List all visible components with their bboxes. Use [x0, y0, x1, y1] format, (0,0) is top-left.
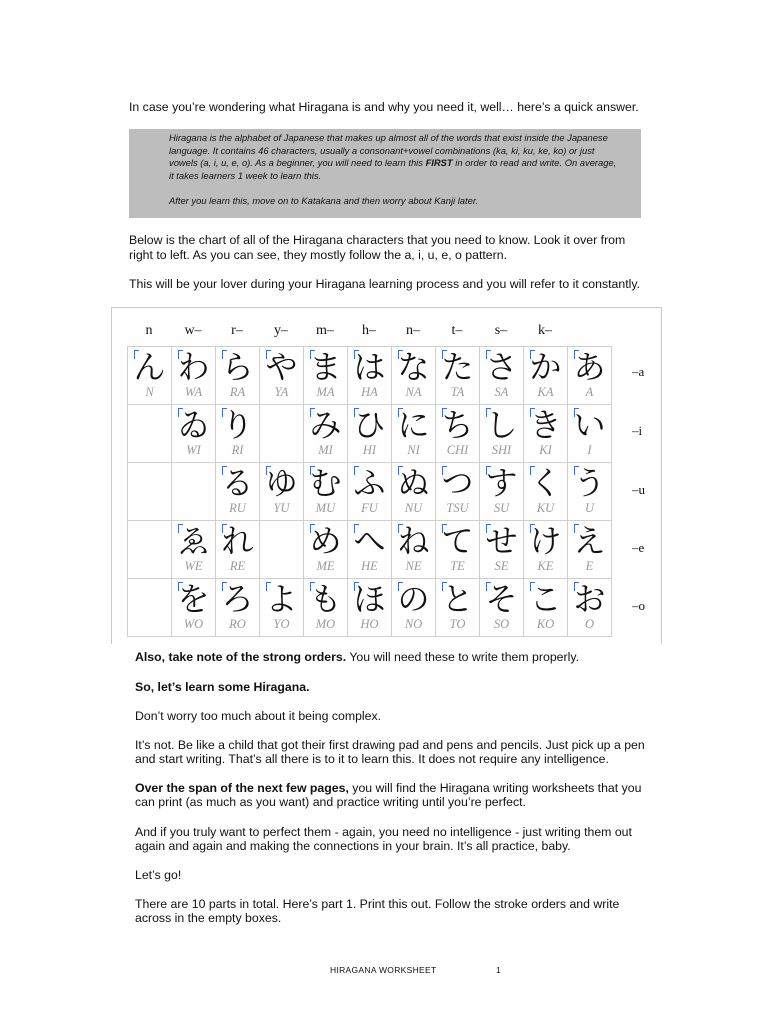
stroke-order-mark [178, 408, 183, 417]
callout-first-emphasis: FIRST [425, 157, 453, 168]
kana-romaji: HA [361, 385, 378, 399]
kana-romaji: RE [229, 559, 246, 573]
stroke-order-mark [486, 350, 491, 359]
stroke-order-mark [310, 582, 315, 591]
kana-glyph: け [529, 522, 562, 560]
stroke-order-mark [398, 466, 403, 475]
dont-worry-text: Don’t worry too much about it being complex. [135, 709, 382, 723]
stroke-order-mark [354, 524, 359, 533]
lets-go-text: Let’s go! [135, 868, 182, 882]
kana-glyph: さ [485, 348, 518, 386]
kana-romaji: SU [493, 501, 510, 515]
kana-romaji: KU [536, 501, 555, 515]
stroke-order-mark [574, 582, 579, 591]
kana-cell [216, 347, 260, 405]
kana-romaji: E [585, 559, 594, 573]
stroke-order-mark [530, 524, 535, 533]
kana-cell [568, 463, 612, 521]
column-header: s– [494, 323, 508, 338]
kana-romaji: SE [494, 559, 509, 573]
footer-page-number: 1 [496, 965, 502, 975]
stroke-order-mark [574, 350, 579, 359]
span-bold: Over the span of the next few pages, [135, 781, 349, 795]
kana-romaji: N [145, 385, 154, 399]
kana-romaji: MA [316, 385, 335, 399]
kana-romaji: A [585, 385, 594, 399]
kana-cell [128, 347, 172, 405]
stroke-order-mark [222, 350, 227, 359]
kana-glyph: の [397, 580, 430, 618]
stroke-order-mark [354, 466, 359, 475]
kana-cell [392, 463, 436, 521]
kana-cell [260, 463, 304, 521]
row-label: –a [632, 364, 645, 379]
kana-cell [392, 405, 436, 463]
kana-cell [524, 579, 568, 637]
stroke-order-mark [398, 524, 403, 533]
row-label: –u [632, 482, 645, 497]
kana-glyph: そ [485, 580, 518, 618]
kana-cell [260, 521, 304, 579]
kana-glyph: せ [485, 522, 518, 560]
kana-romaji: RA [229, 385, 246, 399]
kana-romaji: KA [537, 385, 554, 399]
kana-glyph: ほ [353, 580, 386, 618]
kana-glyph: し [485, 406, 518, 444]
kana-glyph: え [573, 522, 606, 560]
stroke-order-mark [486, 408, 491, 417]
column-header: t– [451, 323, 463, 338]
stroke-order-mark [574, 408, 579, 417]
column-header: y– [274, 323, 288, 338]
kana-romaji: RU [229, 501, 246, 515]
kana-glyph: く [529, 464, 562, 502]
kana-romaji: SHI [491, 443, 512, 457]
kana-glyph: と [441, 580, 474, 618]
kana-romaji: ME [316, 559, 335, 573]
kana-glyph: も [309, 580, 342, 618]
kana-cell [524, 521, 568, 579]
kana-glyph: め [309, 522, 342, 560]
parts-line-1: There are 10 parts in total. Here’s part 1. Print this out. Follow the stroke orders and write [135, 897, 620, 911]
kana-glyph: ね [397, 522, 430, 560]
stroke-order-mark [266, 582, 271, 591]
stroke-order-mark [530, 582, 535, 591]
parts-line-2: across in the empty boxes. [135, 911, 282, 925]
kana-cell [392, 347, 436, 405]
kana-glyph: ゆ [265, 464, 298, 502]
kana-romaji: O [584, 617, 595, 631]
kana-cell [480, 347, 524, 405]
chart-intro-line-2: right to left. As you can see, they mostly follow the a, i, u, e, o pattern. [129, 248, 507, 262]
kana-romaji: RI [231, 443, 244, 457]
chart-row [128, 521, 612, 579]
kana-glyph: わ [177, 348, 210, 386]
kana-cell [216, 463, 260, 521]
kana-cell [436, 521, 480, 579]
kana-glyph: な [397, 348, 430, 386]
kana-glyph: ぬ [397, 464, 430, 502]
kana-cell [436, 347, 480, 405]
kana-cell [480, 405, 524, 463]
stroke-order-mark [178, 582, 183, 591]
chart-row [128, 347, 612, 405]
column-header: h– [362, 323, 376, 338]
stroke-order-mark [574, 524, 579, 533]
stroke-order-mark [398, 408, 403, 417]
kana-glyph: や [265, 348, 298, 386]
kana-glyph: に [397, 406, 430, 444]
kana-cell [172, 405, 216, 463]
callout-line-3-post: in order to read and write. On average, [452, 157, 617, 168]
column-header: m– [316, 323, 334, 338]
stroke-order-mark [398, 350, 403, 359]
kana-cell [260, 347, 304, 405]
stroke-order-mark [310, 524, 315, 533]
stroke-order-mark [530, 466, 535, 475]
kana-cell [524, 405, 568, 463]
column-header: n– [406, 323, 420, 338]
kana-romaji: KE [537, 559, 554, 573]
its-not-line-1: It’s not. Be like a child that got their first drawing pad and pens and pencils. Just pick up a pen [135, 738, 645, 752]
row-label: –e [632, 540, 645, 555]
kana-romaji: I [587, 443, 592, 457]
kana-romaji: RO [229, 617, 246, 631]
kana-cell [480, 579, 524, 637]
kana-romaji: WO [183, 617, 204, 631]
callout-line-3 [169, 157, 631, 170]
kana-romaji: NU [404, 501, 423, 515]
definition-callout [129, 129, 641, 218]
kana-glyph: り [221, 406, 254, 444]
kana-cell [348, 463, 392, 521]
kana-glyph: む [309, 464, 342, 502]
kana-cell [260, 405, 304, 463]
stroke-order-mark [442, 408, 447, 417]
kana-glyph: ろ [221, 580, 254, 618]
chart-intro-line-1: Below is the chart of all of the Hiragana characters that you need to know. Look it over from [129, 233, 626, 247]
stroke-order-mark [222, 524, 227, 533]
kana-glyph: て [441, 522, 474, 560]
truly-line-1: And if you truly want to perfect them - again, you need no intelligence - just writing them out [135, 825, 632, 839]
kana-cell [436, 579, 480, 637]
kana-romaji: MO [315, 617, 336, 631]
kana-glyph: へ [353, 522, 386, 560]
chart-row [128, 579, 612, 637]
kana-cell [348, 405, 392, 463]
kana-glyph: つ [441, 464, 474, 502]
stroke-order-mark [266, 466, 271, 475]
stroke-order-mark [310, 408, 315, 417]
kana-cell [304, 347, 348, 405]
kana-romaji: NA [405, 385, 422, 399]
kana-glyph: よ [265, 580, 298, 618]
kana-romaji: KO [536, 617, 555, 631]
intro-text: In case you’re wondering what Hiragana is and why you need it, well… here’s a quick answer. [129, 100, 639, 114]
kana-glyph: み [309, 406, 342, 444]
stroke-order-mark [486, 524, 491, 533]
span-line-2: can print (as much as you want) and practice writing until you’re perfect. [135, 795, 526, 809]
kana-romaji: WE [184, 559, 203, 573]
stroke-order-mark [530, 408, 535, 417]
kana-glyph: ん [133, 348, 166, 386]
stroke-order-mark [486, 582, 491, 591]
stroke-order-mark [222, 466, 227, 475]
column-header: w– [184, 323, 202, 338]
kana-cell [480, 463, 524, 521]
kana-glyph: ゑ [177, 522, 210, 560]
stroke-order-mark [442, 466, 447, 475]
kana-romaji: TSU [446, 501, 469, 515]
stroke-order-mark [354, 350, 359, 359]
callout-line-2: language. It contains 46 characters, usually a consonant+vowel combinations (ka, ki, ku, ke, ko) or just [169, 144, 595, 156]
kana-cell [260, 579, 304, 637]
kana-romaji: U [584, 501, 595, 515]
stroke-order-mark [486, 466, 491, 475]
kana-romaji: WI [186, 443, 201, 457]
kana-romaji: HE [361, 559, 378, 573]
kana-cell [348, 521, 392, 579]
stroke-order-mark [442, 350, 447, 359]
kana-cell [568, 347, 612, 405]
stroke-order-mark [222, 582, 227, 591]
stroke-order-rest: You will need these to write them properly. [346, 650, 579, 664]
row-label: –i [632, 423, 643, 438]
kana-cell [568, 521, 612, 579]
callout-line-4: it takes learners 1 week to learn this. [169, 169, 322, 181]
kana-romaji: CHI [446, 443, 469, 457]
kana-glyph: き [529, 406, 562, 444]
kana-cell [216, 579, 260, 637]
truly-line-2: again and again and making the connections in your brain. It’s all practice, baby. [135, 839, 571, 853]
kana-cell [172, 463, 216, 521]
kana-romaji: TA [450, 385, 465, 399]
kana-romaji: NI [407, 443, 420, 457]
span-line-1 [135, 781, 641, 796]
kana-romaji: NO [404, 617, 423, 631]
kana-glyph: は [353, 348, 386, 386]
kana-romaji: TE [450, 559, 465, 573]
kana-romaji: TO [449, 617, 466, 631]
kana-romaji: SO [493, 617, 510, 631]
kana-cell [568, 405, 612, 463]
kana-romaji: FU [361, 501, 378, 515]
kana-cell [304, 463, 348, 521]
kana-romaji: NE [405, 559, 422, 573]
kana-glyph: ら [221, 348, 254, 386]
kana-cell [128, 579, 172, 637]
kana-glyph: ま [309, 348, 342, 386]
kana-romaji: SA [494, 385, 509, 399]
stroke-order-mark [398, 582, 403, 591]
stroke-order-mark [574, 466, 579, 475]
kana-cell [436, 405, 480, 463]
kana-romaji: YO [273, 617, 290, 631]
chart-row [128, 463, 612, 521]
stroke-order-mark [178, 350, 183, 359]
kana-glyph: お [573, 580, 606, 618]
kana-glyph: か [529, 348, 562, 386]
kana-cell [524, 347, 568, 405]
kana-cell [436, 463, 480, 521]
kana-cell [128, 405, 172, 463]
kana-romaji: HI [362, 443, 377, 457]
kana-cell [172, 579, 216, 637]
callout-after: After you learn this, move on to Katakana and then worry about Kanji later. [169, 195, 479, 206]
kana-glyph: た [441, 348, 474, 386]
kana-romaji: YU [273, 501, 290, 515]
kana-cell [568, 579, 612, 637]
kana-cell [480, 521, 524, 579]
callout-line-3-pre: vowels (a, i, u, e, o). As a beginner, you will need to learn this [169, 157, 426, 168]
footer-title: HIRAGANA WORKSHEET [330, 965, 437, 975]
kana-romaji: WA [184, 385, 203, 399]
kana-cell [348, 347, 392, 405]
kana-cell [216, 405, 260, 463]
stroke-order-mark [222, 408, 227, 417]
kana-cell [128, 463, 172, 521]
lets-learn-text: So, let’s learn some Hiragana. [135, 680, 310, 694]
callout-line-1: Hiragana is the alphabet of Japanese that makes up almost all of the words that exist inside the Japanese [169, 132, 608, 143]
row-label: –o [632, 598, 645, 613]
stroke-order-bold: Also, take note of the strong orders. [135, 650, 347, 664]
hiragana-chart [127, 346, 612, 637]
kana-cell [392, 521, 436, 579]
kana-glyph: る [221, 464, 254, 502]
stroke-order-mark [134, 350, 139, 359]
column-header: k– [538, 323, 552, 338]
stroke-order-mark [354, 408, 359, 417]
kana-glyph: う [573, 464, 606, 502]
kana-glyph: あ [573, 348, 606, 386]
lets-learn-heading [135, 680, 310, 695]
kana-romaji: MU [315, 501, 336, 515]
stroke-order-mark [178, 524, 183, 533]
lover-text: This will be your lover during your Hiragana learning process and you will refer to it constantly. [129, 277, 641, 291]
kana-glyph: ひ [353, 406, 386, 444]
chart-row [128, 405, 612, 463]
its-not-line-2: and start writing. That’s all there is to it to learn this. It does not require any intelligence. [135, 752, 609, 766]
kana-cell [348, 579, 392, 637]
kana-romaji: MI [318, 443, 333, 457]
kana-glyph: れ [221, 522, 254, 560]
stroke-order-note [135, 650, 579, 665]
kana-cell [128, 521, 172, 579]
kana-glyph: ふ [353, 464, 386, 502]
stroke-order-mark [354, 582, 359, 591]
kana-cell [392, 579, 436, 637]
column-header: n [145, 323, 153, 338]
kana-cell [304, 405, 348, 463]
stroke-order-mark [442, 524, 447, 533]
kana-glyph: す [485, 464, 518, 502]
kana-cell [172, 347, 216, 405]
kana-glyph: ゐ [177, 406, 210, 444]
kana-glyph: を [177, 580, 210, 618]
kana-cell [304, 579, 348, 637]
kana-glyph: ち [441, 406, 474, 444]
kana-romaji: HO [360, 617, 379, 631]
span-rest: you will find the Hiragana writing worksheets that you [348, 781, 642, 795]
stroke-order-mark [310, 350, 315, 359]
stroke-order-mark [310, 466, 315, 475]
kana-glyph: い [573, 406, 606, 444]
kana-cell [304, 521, 348, 579]
kana-romaji: YA [274, 385, 289, 399]
stroke-order-mark [530, 350, 535, 359]
kana-glyph: こ [529, 580, 562, 618]
kana-cell [216, 521, 260, 579]
stroke-order-mark [266, 350, 271, 359]
kana-cell [172, 521, 216, 579]
kana-cell [524, 463, 568, 521]
column-header: r– [231, 323, 243, 338]
stroke-order-mark [442, 582, 447, 591]
kana-romaji: KI [539, 443, 552, 457]
